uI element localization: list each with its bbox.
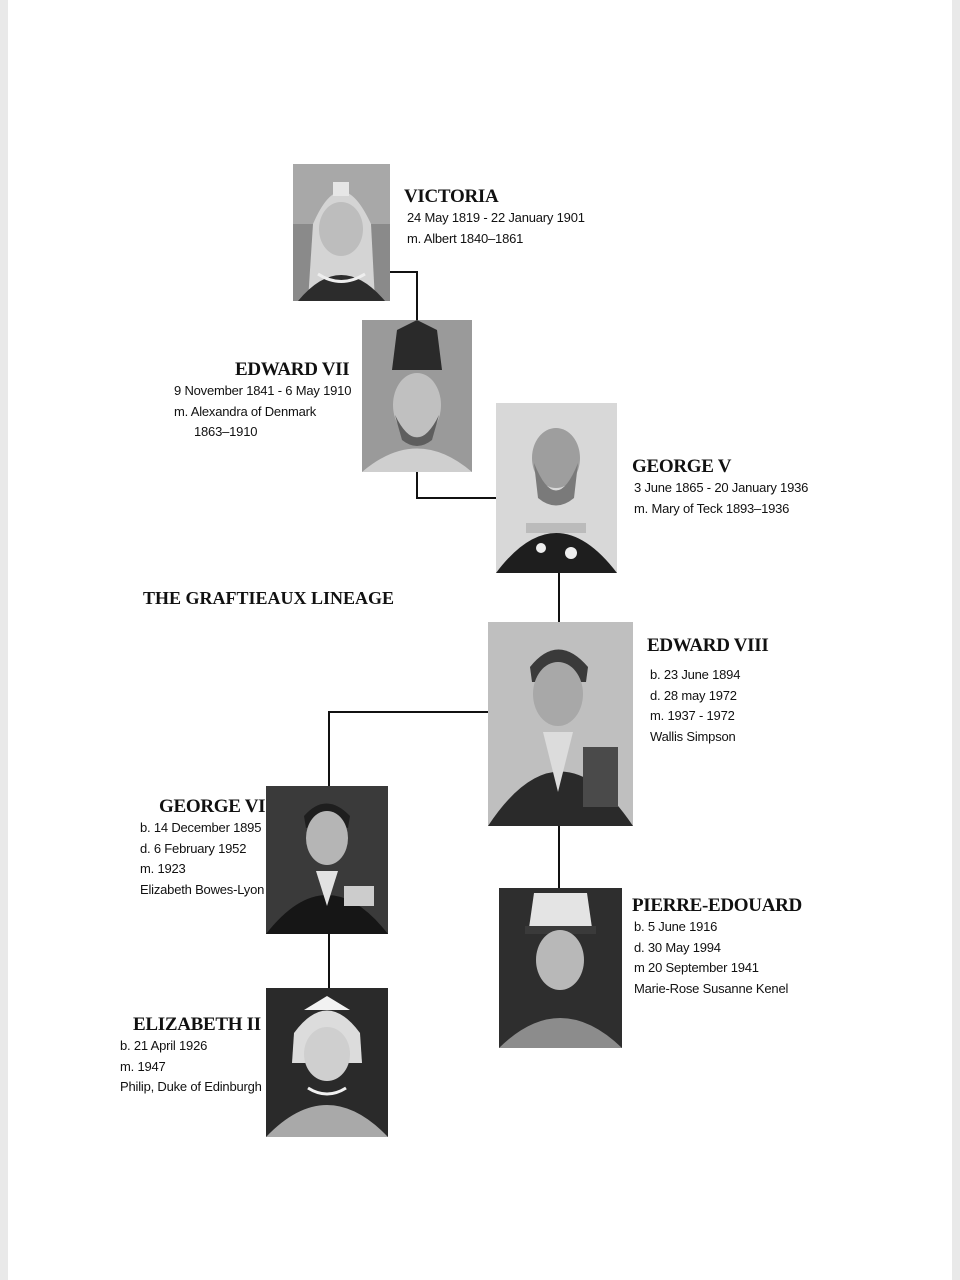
edward-viii-spouse: Wallis Simpson (650, 728, 736, 744)
edward-viii-name: EDWARD VIII (647, 635, 769, 656)
edward-viii-died: d. 28 may 1972 (650, 687, 737, 703)
george-vi-portrait (266, 786, 388, 934)
victoria-name: VICTORIA (404, 186, 499, 207)
victoria-marriage: m. Albert 1840–1861 (407, 230, 524, 246)
pierre-edouard-name: PIERRE-EDOUARD (632, 895, 802, 916)
george-vi-details (140, 818, 264, 900)
george-v-dates: 3 June 1865 - 20 January 1936 (634, 480, 809, 495)
george-vi-marriage: m. 1923 (140, 861, 186, 876)
elizabeth-ii-details (120, 1036, 262, 1098)
elizabeth-ii-name: ELIZABETH II (133, 1014, 261, 1035)
pierre-edouard-marriage: m 20 September 1941 (634, 960, 759, 975)
george-v-portrait (496, 403, 617, 573)
george-v-details (634, 478, 808, 519)
lineage-title: THE GRAFTIEAUX LINEAGE (143, 588, 395, 608)
pierre-edouard-details (634, 917, 788, 999)
george-v-name: GEORGE V (632, 456, 732, 477)
elizabeth-ii-marriage: m. 1947 (120, 1058, 166, 1074)
edward-vii-marriage: m. Alexandra of Denmark (174, 403, 317, 419)
edward-vii-details (174, 381, 351, 443)
pierre-edouard-spouse: Marie-Rose Susanne Kenel (634, 980, 789, 996)
edward-vii-portrait (362, 320, 472, 472)
george-vi-spouse: Elizabeth Bowes-Lyon (140, 881, 265, 897)
george-v-marriage: m. Mary of Teck 1893–1936 (634, 500, 790, 516)
george-vi-born: b. 14 December 1895 (140, 820, 262, 835)
elizabeth-ii-spouse: Philip, Duke of Edinburgh (120, 1079, 262, 1094)
victoria-details (407, 208, 585, 249)
edward-vii-dates: 9 November 1841 - 6 May 1910 (174, 383, 352, 398)
victoria-dates: 24 May 1819 - 22 January 1901 (407, 210, 585, 225)
edward-viii-details (650, 665, 740, 747)
pierre-edouard-portrait (499, 888, 622, 1048)
victoria-portrait (293, 164, 390, 301)
edward-vii-marriage-years: 1863–1910 (194, 424, 258, 439)
edward-vii-name: EDWARD VII (235, 359, 350, 380)
edward-viii-marriage: m. 1937 - 1972 (650, 708, 735, 723)
george-vi-died: d. 6 February 1952 (140, 840, 247, 856)
elizabeth-ii-portrait (266, 988, 388, 1137)
edward-viii-portrait (488, 622, 633, 826)
edward-viii-born: b. 23 June 1894 (650, 667, 741, 682)
pierre-edouard-born: b. 5 June 1916 (634, 919, 718, 934)
george-vi-name: GEORGE VI (159, 796, 266, 817)
elizabeth-ii-born: b. 21 April 1926 (120, 1038, 208, 1053)
pierre-edouard-died: d. 30 May 1994 (634, 939, 721, 955)
